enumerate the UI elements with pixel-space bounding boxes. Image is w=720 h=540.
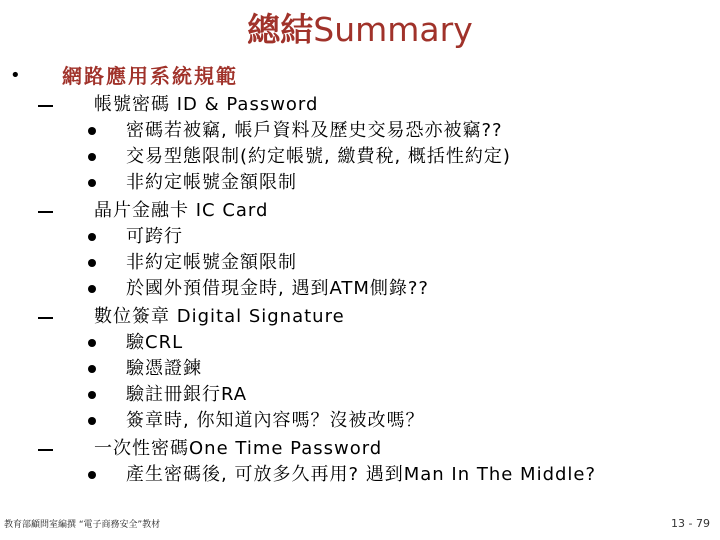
item-text: 非約定帳號金額限制 [126,252,297,273]
item-text: 可跨行 [126,226,183,247]
item-text: 交易型態限制(約定帳號, 繳費稅, 概括性約定) [126,146,511,167]
bullet-icon [88,285,96,293]
item-text: 驗註冊銀行RA [126,384,248,405]
bullet-icon: • [10,65,21,86]
item-text: 產生密碼後, 可放多久再用? 遇到Man In The Middle? [126,464,597,485]
bullet-icon [88,339,96,347]
bullet-icon [88,391,96,399]
item-text: 簽章時, 你知道內容嗎？沒被改嗎？ [126,410,425,431]
dash-icon [38,198,56,224]
item-text: 密碼若被竊, 帳戶資料及歷史交易恐亦被竊?? [126,120,503,141]
dash-icon [38,92,56,118]
item-text: 驗憑證鍊 [126,358,202,379]
bullet-icon [88,417,96,425]
title-en: Summary [313,10,473,49]
group-label: 晶片金融卡 IC Card [94,200,269,221]
footer-source: 教育部顧問室編撰 “電子商務安全”教材 [4,520,161,530]
bullet-icon [88,127,96,135]
item-text: 非約定帳號金額限制 [126,172,297,193]
group-label: 帳號密碼 ID & Password [94,94,319,115]
slide-title [0,6,720,54]
bullet-icon [88,259,96,267]
title-zh: 總結 [247,10,314,49]
item-text: 驗CRL [126,332,184,353]
bullet-icon [88,365,96,373]
bullet-icon [88,179,96,187]
group-label: 數位簽章 Digital Signature [94,306,345,327]
dash-icon [38,304,56,330]
dash-icon [38,436,56,462]
bullet-icon [88,233,96,241]
bullet-icon [88,471,96,479]
group-label: 一次性密碼One Time Password [94,438,383,459]
section-heading: 網路應用系統規範 [62,64,238,88]
page-number: 13 - 79 [671,517,710,530]
bullet-icon [88,153,96,161]
item-text: 於國外預借現金時, 遇到ATM側錄?? [126,278,429,299]
